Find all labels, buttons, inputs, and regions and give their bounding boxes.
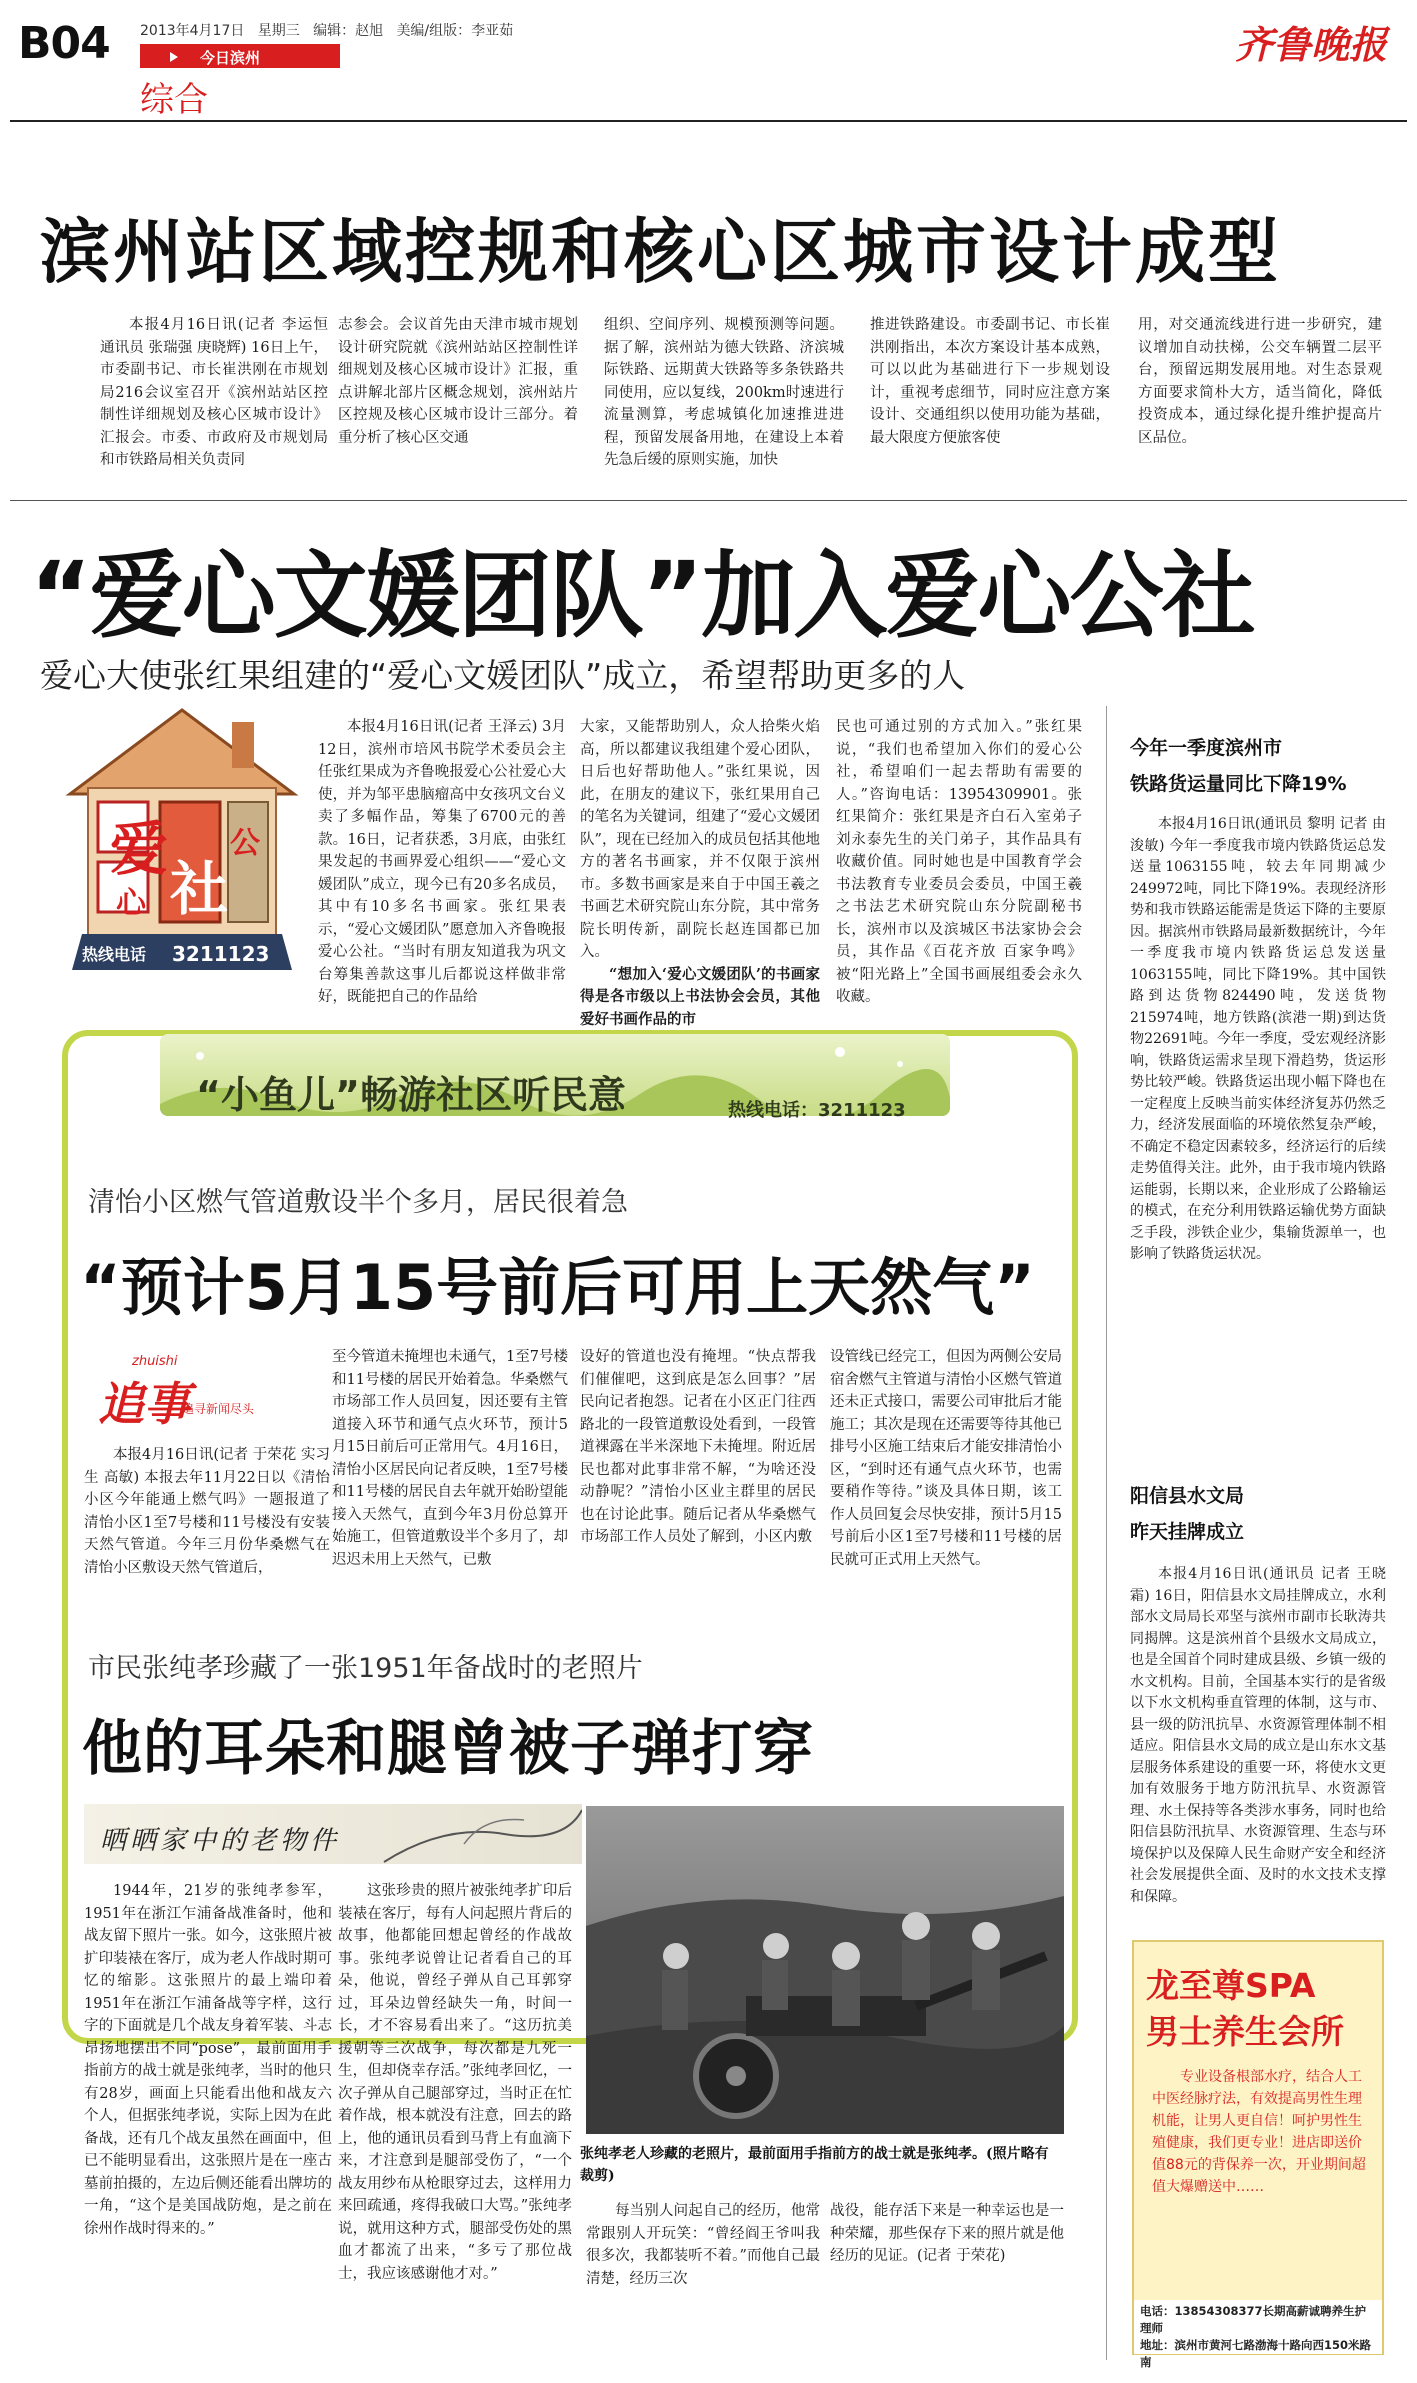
zhuishi-pinyin: zhuishi [132,1354,178,1369]
article1-col-4: 推进铁路建设。市委副书记、市长崔洪刚指出，本次方案设计基本成熟，可以以此为基础进行下一步规划设计，重视考虑细节，同时应注意方案设计、交通组织以使用功能为基础，最大限度方便旅客使 [870,317,1110,446]
photo-col-2: 这张珍贵的照片被张纯孝扩印后装裱在客厅，每有人问起照片背后的故事，他都能回想起曾经的作战故事。张纯孝说曾让记者看自己的耳朵，他说，曾经子弹从自己耳郭穿过，耳朵边曾经缺失一角，时间一长，才不容易看出来了。“这历抗美援朝等三次战争，每次都是九死一生，但却侥幸存活。”张纯孝回忆，一次子弹从自己腿部穿过，当时正在忙着作战，根本就没有注意，回去的路上，他的通讯员看到马背上有血滴下来，才注意到是腿部受伤了，“一个战友用纱布从枪眼穿过去，这样用力来回疏通，疼得我破口大骂。”张纯孝说，就用这种方式，腿部受伤处的黑血才都流了出来，“多亏了那位战士，我应该感谢他才对。” [338,1883,572,2282]
sidebar-text-1: 本报4月16日讯(通讯员 黎明 记者 由浚敏) 今年一季度我市境内铁路货运总发送量1063155吨，较去年同期减少249972吨，同比下降19%。表现经济形势和我市铁路运能需是货运下降的主要原因。据滨州市铁路局最新数据统计，今年一季度我市境内铁路货运总发送量1063155吨，同比下降19%。其中国铁路到达货物824490吨，发送货物215974吨，地方铁路(滨港一期)到达货物22691吨。今年一季度，受宏观经济影响，铁路货运需求呈现下滑趋势，货运形势比较严峻。铁路货运出现小幅下降也在一定程度上反映当前实体经济复苏仍然乏力，经济发展面临的环境依然复杂严峻，不确定不稳定因素较多，经济运行的后续走势值得关注。此外，由于我市境内铁路运能弱，长期以来，企业形成了公路输运的模式，在充分利用铁路运输优势方面缺乏手段，涉铁企业少，集输货源单一，也影响了铁路货运状况。 [1130,816,1386,1262]
badge-char-ai: 爱 [110,815,169,883]
gas-col-4: 设管线已经完工，但因为两侧公安局宿舍燃气主管道与清怡小区燃气管道还未正式接口，需要公司审批后才能施工；其次是现在还需要等待其他已排号小区施工结束后才能安排清怡小区，“到时还有通气点火环节，也需要稍作等待。”谈及具体日期，该工作人员回复会尽快安排，预计5月15号前后小区1至7号楼和11号楼的居民就可正式用上天然气。 [830,1349,1062,1568]
article2-col-1: 本报4月16日讯(记者 王泽云) 3月12日，滨州市培风书院学术委员会主任张红果成为齐鲁晚报爱心公社爱心大使，并为邹平患脑瘤高中女孩巩文台义卖了多幅作品，筹集了6700元的善款。16日，记者获悉，3月底，由张红果发起的书画界爱心组织——“爱心文媛团队”成立，现今已有20多名成员，其中有10多名书画家。张红果表示，“爱心文媛团队”愿意加入齐鲁晚报爱心公社。“当时有朋友知道我为巩文台筹集善款这事儿后都说这样做非常好，既能把自己的作品给 [318,719,566,1005]
ad-title-2: 男士养生会所 [1146,2012,1344,2051]
ad-contact [1134,2300,1382,2369]
subheadline-love-team: 爱心大使张红果组建的“爱心文媛团队”成立，希望帮助更多的人 [40,656,966,695]
headline-station-plan: 滨州站区域控规和核心区城市设计成型 [40,211,1281,293]
soldiers-photo-icon [586,1806,1064,2134]
badge-char-she: 社 [170,855,229,923]
article1-rule [10,500,1407,501]
sidebar-title-2: 阳信县水文局 [1130,1485,1245,1507]
article2-col-2-bold: “想加入‘爱心文媛团队’的书画家得是各市级以上书法协会会员，其他爱好书画作品的市 [580,965,820,1028]
old-war-photo [586,1806,1064,2134]
article1-col-2: 志参会。会议首先由天津市城市规划设计研究院就《滨州站站区控制性详细规划及核心区城市设计》汇报，重点讲解北部片区概念规划，滨州站片区控规及核心区城市设计三部分。着重分析了核心区交通 [338,317,578,446]
gas-kicker: 清怡小区燃气管道敷设半个多月，居民很着急 [88,1187,628,1218]
ad-phone: 电话：13854308377长期高薪诚聘养生护理师 [1140,2304,1367,2335]
love-commune-badge [62,702,302,992]
zhuishi-tag: 追寻新闻尽头 [182,1402,255,1416]
sidebar-divider [1106,706,1107,2360]
sidebar-hydrology [1130,1478,1386,1908]
badge-char-xin: 心 [116,886,146,921]
photo-kicker: 市民张纯孝珍藏了一张1951年备战时的老照片 [88,1653,643,1684]
subsection-label: 综合 [140,80,208,120]
banner-title: “小鱼儿”畅游社区听民意 [196,1073,626,1117]
ad-title-1: 龙至尊SPA [1146,1966,1316,2005]
header-rule [10,120,1407,122]
zhuishi-logo [96,1354,296,1444]
brand-logo: 齐鲁晚报 [1235,22,1388,67]
badge-hotline-label: 热线电话 [82,945,147,964]
sidebar-title-2b: 昨天挂牌成立 [1130,1521,1245,1543]
issue-date: 2013年4月17日 [140,23,245,39]
headline-old-photo: 他的耳朵和腿曾被子弹打穿 [82,1714,814,1784]
article2-col-2: 大家，又能帮助别人，众人拾柴火焰高，所以都建议我组建个爱心团队，日后也好帮助他人。”张红果说，因此，在朋友的建议下，张红果用自己的笔名为关键词，组建了“爱心文媛团队”，现在已经加入的成员包括其他地方的著名书画家，并不仅限于滨州市。多数书画家是来自于中国王羲之书画艺术研究院山东分院，其中常务院长明传新，副院长赵连国都已加入。 “想加入‘爱心文媛团队’的书画家得是各市级以上书法协会会员，其他爱好书画作品的市 [580,716,820,1031]
ad-address: 地址：滨州市黄河七路渤海十路向西150米路南 [1140,2338,1372,2369]
sidebar-title-1b: 铁路货运量同比下降19% [1130,773,1347,795]
designer: 美编/组版：李亚茹 [396,23,514,39]
photo-col-1: 1944年，21岁的张纯孝参军，1951年在浙江乍浦备战准备时，他和战友留下照片一张。如今，这张照片被扩印装裱在客厅，成为老人作战时期可忆的缩影。这张照片的最上端印着1951年在浙江乍浦备战等字样，这行字的下面就是几个战友身着军装、斗志昂扬地摆出不同“pose”，最前面用手指前方的战士就是张纯孝，当时的他只有28岁，画面上只能看出他和战友六个人，但据张纯孝说，实际上因为在此备战，还有几个战友虽然在画面中，但已不能明显看出，这张照片是在一座古墓前拍摄的，左边后侧还能看出牌坊的一角，“这个是美国战防炮，是之前在徐州作战时得来的。” [84,1883,332,2237]
banner-hotline: 热线电话：3211123 [728,1100,906,1121]
headline-gas: “预计5月15号前后可用上天然气” [80,1251,1035,1324]
zhuishi-char: 追事 [98,1377,190,1431]
section-tag [140,44,340,68]
gas-col-3: 设好的管道也没有掩埋。“快点帮我们催催吧，这到底是怎么回事？”居民向记者抱怨。记者在小区正门往西路北的一段管道敷设处看到，一段管道裸露在半米深地下未掩埋。附近居民也都对此事非常不解，“为啥还没动静呢？”清怡小区业主群里的居民也在讨论此事。随后记者从华桑燃气市场部工作人员处了解到，小区内敷 [580,1349,816,1545]
gas-col-2: 至今管道未掩埋也未通气，1至7号楼和11号楼的居民开始着急。华桑燃气市场部工作人员回复，因还要有主管道接入环节和通气点火环节，预计5月15日前后可正常用气。4月16日，清怡小区居民向记者反映，1至7号楼和11号楼的居民自去年就开始盼望能接入天然气，直到今年3月份总算开始施工，但管道敷设半个多月了，却迟迟未用上天然气，已敷 [332,1349,568,1568]
headline-love-team: “爱心文媛团队”加入爱心公社 [30,542,1254,651]
old-items-title: 晒晒家中的老物件 [100,1826,341,1856]
page-number: B04 [18,18,110,69]
sidebar-title-1: 今年一季度滨州市 [1130,737,1283,759]
triangle-icon [170,52,178,62]
article1-col-5: 用，对交通流线进行进一步研究，建议增加自动扶梯，公交车辆置二层平台，预留远期发展用地。对生态景观方面要求简朴大方，适当简化，降低投资成本，通过绿化提升维护提高片区品位。 [1138,317,1382,446]
badge-char-gong: 公 [230,826,260,861]
article1-col-1: 本报4月16日讯(记者 李运恒 通讯员 张瑞强 庚晓辉) 16日上午，市委副书记、市长崔洪刚在市规划局216会议室召开《滨州站站区控制性详细规划及核心区城市设计》汇报会。市委、市政府及市规划局和市铁路局相关负责同 [100,317,328,468]
sidebar-rail-freight [1130,730,1386,1266]
photo-col-4: 战役，能存活下来是一种幸运也是一种荣耀，那些保存下来的照片就是他经历的见证。(记者 于荣花) [830,2203,1064,2264]
photo-caption: 张纯孝老人珍藏的老照片，最前面用手指前方的战士就是张纯孝。(照片略有裁剪) [580,2146,1049,2184]
editor: 编辑：赵旭 [313,23,384,39]
photo-col-3: 每当别人问起自己的经历，他常常跟别人开玩笑：“曾经阎王爷叫我很多次，我都装听不着。”而他自己最清楚，经历三次 [586,2203,820,2287]
gas-col-1: 本报4月16日讯(记者 于荣花 实习生 高敏) 本报去年11月22日以《清怡小区今年能通上燃气吗》一题报道了清怡小区1至7号楼和11号楼没有安装天然气管道。今年三月份华桑燃气在清怡小区敷设天然气管道后， [84,1447,330,1576]
weekday: 星期三 [257,23,300,39]
section-label: 今日滨州 [200,49,261,67]
sidebar-text-2: 本报4月16日讯(通讯员 记者 王晓霜) 16日，阳信县水文局挂牌成立，水利部水文局局长邓坚与滨州市副市长耿涛共同揭牌。这是滨州首个县级水文局成立，也是全国首个同时建成县级、乡镇一级的水文机构。目前，全国基本实行的是省级以下水文机构垂直管理的体制，这与市、县一级的防汛抗旱、水资源管理体制不相适应。阳信县水文局的成立是山东水文基层服务体系建设的重要一环，将使水文更加有效服务于地方防汛抗旱、水资源管理、水土保持等各类涉水事务，同时也给阳信县防汛抗旱、水资源管理、生态与环境保护以及保障人民生命财产安全和经济社会发展提供全面、及时的水文技术支撑和保障。 [1130,1566,1386,1905]
article2-col-3: 民也可通过别的方式加入。”张红果说，“我们也希望加入你们的爱心公社，希望咱们一起去帮助有需要的人。”咨询电话：13954309901。张红果简介：张红果是齐白石入室弟子刘永泰先生的关门弟子，其作品具有收藏价值。同时她也是中国教育学会书法教育专业委员会委员，中国王羲之书法艺术研究院山东分院副秘书长，滨州市以及滨城区书法家协会会员，其作品《百花齐放 百家争鸣》被“阳光路上”全国书画展组委会永久收藏。 [836,719,1082,1005]
badge-hotline: 3211123 [172,942,270,966]
ad-body: 专业设备根部水疗，结合人工中医经脉疗法，有效提高男性生理机能，让男人更自信！呵护男性生殖健康，我们更专业！进店即送价值88元的背保养一次，开业期间超值大爆赠送中…… [1152,2069,1366,2195]
article1-col-3: 组织、空间序列、规模预测等问题。据了解，滨州站为德大铁路、济滨城际铁路、远期黄大铁路等多条铁路共同使用，应以复线，200km时速进行流量测算，考虑城镇化加速推进进程，预留发展备用地，在建设上本着先急后缓的原则实施，加快 [604,317,844,468]
header-info [140,20,513,40]
